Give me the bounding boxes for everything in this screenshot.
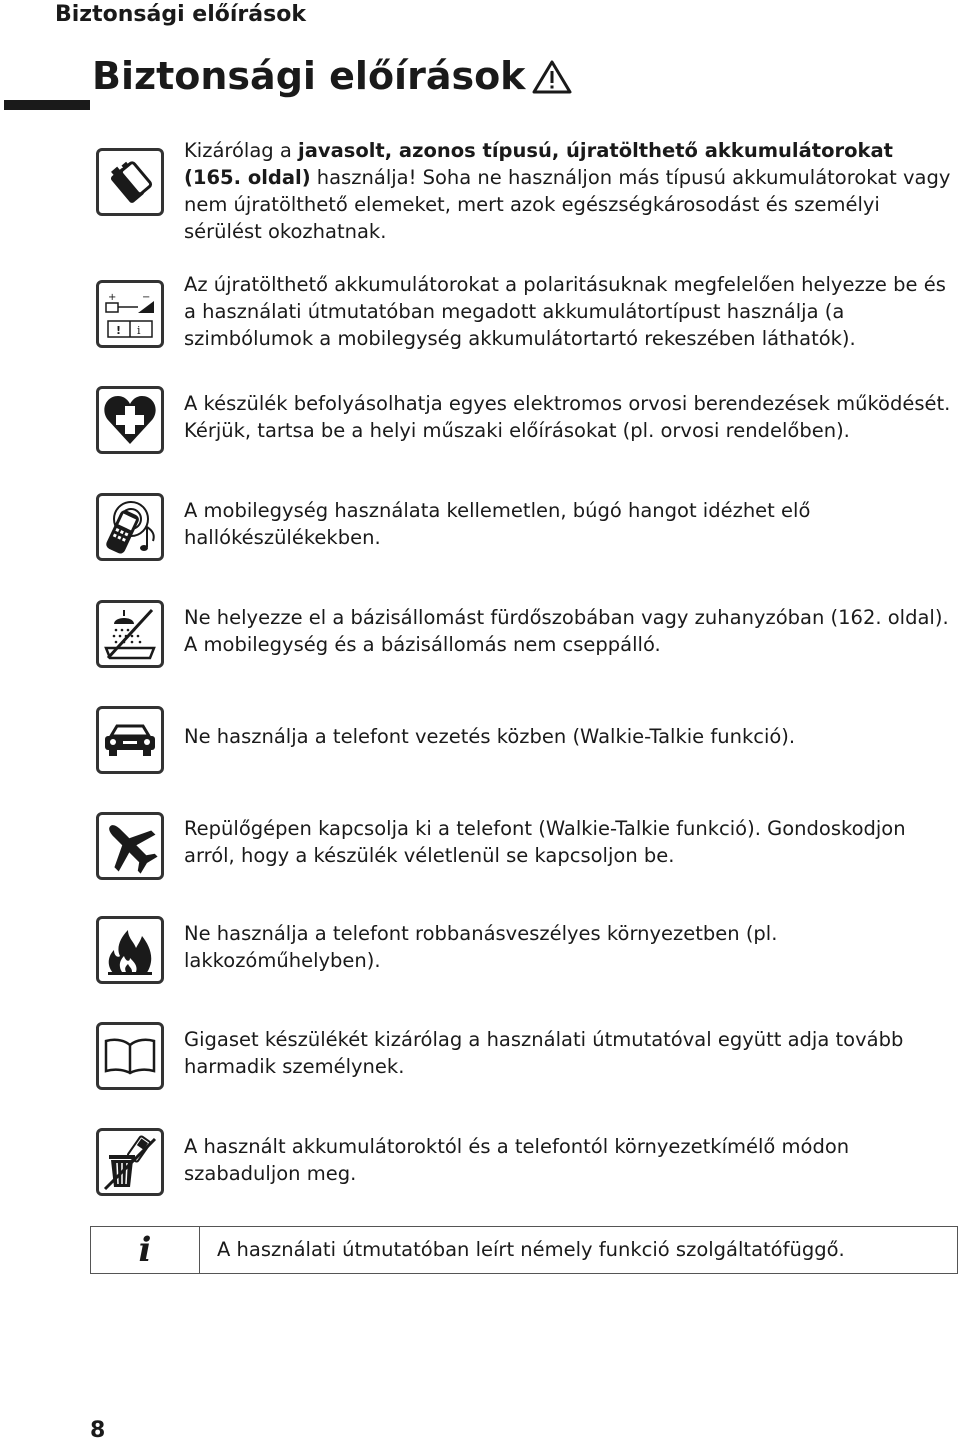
info-icon: i bbox=[91, 1227, 200, 1273]
polarity-icon bbox=[96, 280, 164, 348]
airplane-icon bbox=[96, 812, 164, 880]
safety-item-text bbox=[184, 137, 956, 245]
battery-icon bbox=[96, 148, 164, 216]
car-icon bbox=[96, 706, 164, 774]
safety-item-text: Ne használja a telefont robbanásveszélyes környezetben (pl. lakkozóműhelyben). bbox=[184, 922, 778, 972]
hearing-aid-icon bbox=[96, 493, 164, 561]
fire-icon bbox=[96, 916, 164, 984]
safety-item-text: A mobilegység használata kellemetlen, búgó hangot idézhet elő hallókészülékekben. bbox=[184, 499, 811, 549]
medical-heart-icon bbox=[96, 386, 164, 454]
safety-item-text: A készülék befolyásolhatja egyes elektromos orvosi berendezések működését. Kérjük, tartsa be a helyi műszaki előírásokat (pl. orvosi rendelőben). bbox=[184, 392, 951, 442]
book-icon bbox=[96, 1022, 164, 1090]
running-head: Biztonsági előírások bbox=[55, 2, 306, 27]
info-note-text: A használati útmutatóban leírt némely funkció szolgáltatófüggő. bbox=[217, 1238, 845, 1261]
safety-item-text: Gigaset készülékét kizárólag a használati útmutatóval együtt adja tovább harmadik személynek. bbox=[184, 1028, 904, 1078]
no-trash-icon bbox=[96, 1128, 164, 1196]
page-number: 8 bbox=[90, 1418, 106, 1443]
safety-item-text: A használt akkumulátoroktól és a telefontól környezetkímélő módon szabaduljon meg. bbox=[184, 1135, 850, 1185]
svg-text:−: − bbox=[142, 292, 151, 303]
safety-item-text-bold: javasolt, azonos típusú, újratölthető akkumulátorokat (165. oldal) bbox=[184, 139, 893, 189]
svg-text:!: ! bbox=[116, 324, 122, 337]
page-title bbox=[92, 52, 573, 100]
warning-triangle-icon bbox=[531, 59, 573, 95]
safety-item-text-start: Kizárólag a bbox=[184, 139, 299, 162]
safety-item-text: Repülőgépen kapcsolja ki a telefont (Walkie-Talkie funkció). Gondoskodjon arról, hogy a készülék véletlenül se kapcsoljon be. bbox=[184, 817, 906, 867]
no-shower-icon bbox=[96, 600, 164, 668]
svg-text:i: i bbox=[137, 324, 141, 337]
safety-item-text-rest: használja! Soha ne használjon más típusú akkumulátorokat vagy nem újratölthető elemeket, mert azok egészségkárosodást és személyi sérülést okozhatnak. bbox=[184, 166, 951, 243]
safety-item-text: Ne helyezze el a bázisállomást fürdőszobában vagy zuhanyzóban (162. oldal). A mobilegység és a bázisállomás nem cseppálló. bbox=[184, 606, 949, 656]
title-rule bbox=[4, 100, 90, 110]
svg-text:+: + bbox=[108, 292, 117, 303]
info-note-box bbox=[90, 1226, 958, 1274]
safety-item-text: Ne használja a telefont vezetés közben (Walkie-Talkie funkció). bbox=[184, 725, 796, 748]
page-title-text: Biztonsági előírások bbox=[92, 54, 526, 98]
safety-item-text: Az újratölthető akkumulátorokat a polaritásuknak megfelelően helyezze be és a használati útmutatóban megadott akkumulátortípust használja (a szimbólumok a mobilegység akkumulátortartó rekeszében láthatók). bbox=[184, 273, 946, 350]
